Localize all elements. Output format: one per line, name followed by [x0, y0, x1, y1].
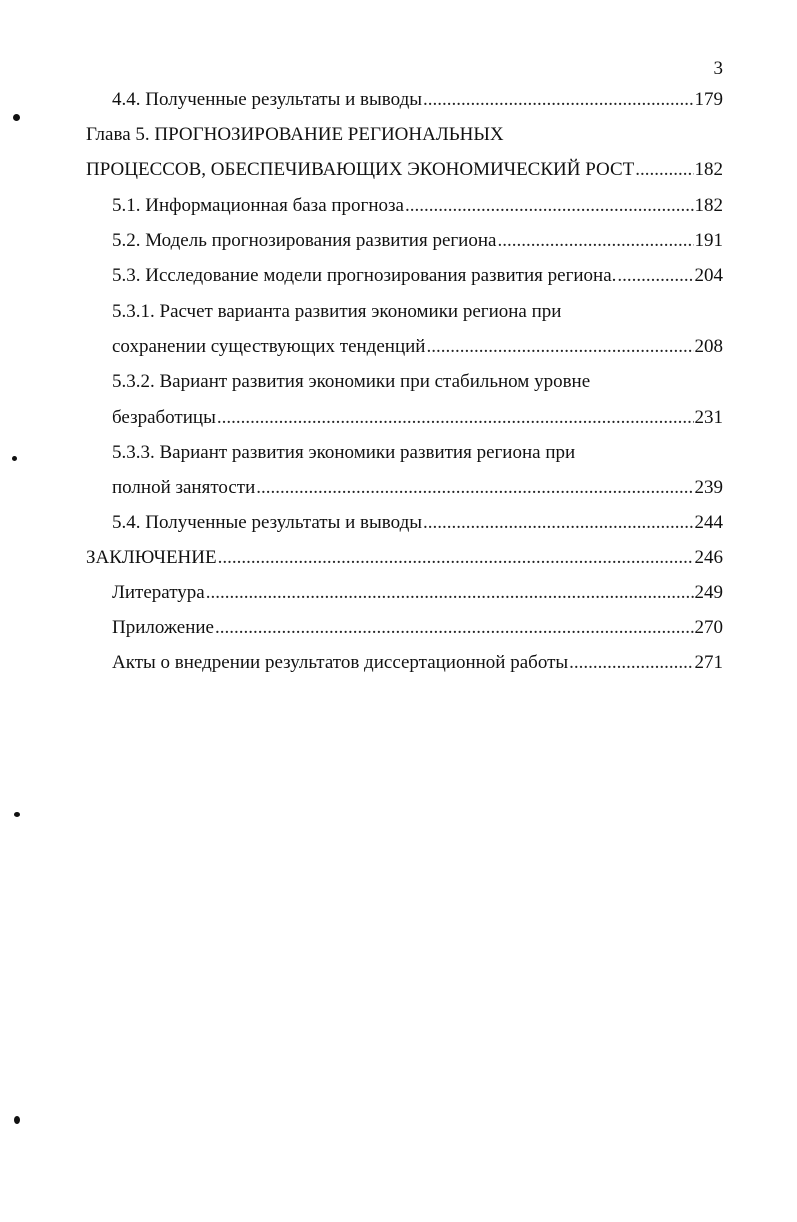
toc-chapter-5-title-line1: Глава 5. ПРОГНОЗИРОВАНИЕ РЕГИОНАЛЬНЫХ — [86, 124, 504, 145]
toc-entry-page: 249 — [694, 582, 723, 603]
toc-entry-4-4 — [112, 88, 723, 112]
toc-chapter-5-title-line2 — [86, 158, 723, 182]
toc-entry-label: ПРОЦЕССОВ, ОБЕСПЕЧИВАЮЩИХ ЭКОНОМИЧЕСКИЙ РОСТ — [86, 159, 635, 180]
toc-entry-label: 5.4. Полученные результаты и выводы — [112, 512, 423, 533]
leader-dots — [426, 335, 693, 359]
toc-entry-label: ЗАКЛЮЧЕНИЕ — [86, 547, 217, 568]
binder-mark — [14, 1116, 20, 1124]
toc-entry-label: полной занятости — [112, 477, 256, 498]
leader-dots — [569, 651, 693, 675]
toc-entry-5-2 — [112, 229, 723, 253]
toc-entry-5-3-3-line2 — [112, 476, 723, 500]
leader-dots — [206, 581, 694, 605]
toc-entry-5-3-3-line1: 5.3.3. Вариант развития экономики развития региона при — [112, 442, 576, 463]
toc-entry-5-4 — [112, 511, 723, 535]
toc-entry-5-3-1-line1: 5.3.1. Расчет варианта развития экономики региона при — [112, 301, 562, 322]
leader-dots — [256, 476, 693, 500]
leader-dots — [423, 88, 693, 112]
toc-entry-page: 191 — [694, 230, 723, 251]
toc-entry-page: 204 — [694, 265, 723, 286]
toc-entry-5-3 — [112, 264, 723, 288]
toc-entry-label: Приложение — [112, 617, 214, 638]
toc-entry-5-3-1-line2 — [112, 335, 723, 359]
leader-dots — [617, 264, 693, 288]
page-number: 3 — [713, 58, 723, 79]
binder-mark — [12, 456, 17, 461]
toc-entry-label: Акты о внедрении результатов диссертационной работы — [112, 652, 569, 673]
toc-entry-page: 182 — [694, 159, 723, 180]
toc-entry-page: 244 — [694, 512, 723, 533]
toc-entry-page: 231 — [694, 407, 723, 428]
toc-entry-label: сохранении существующих тенденций — [112, 336, 426, 357]
toc-entry-5-3-2-line2 — [112, 406, 723, 430]
toc-entry-5-3-2-line1: 5.3.2. Вариант развития экономики при стабильном уровне — [112, 371, 591, 392]
leader-dots — [635, 158, 693, 182]
toc-entry-page: 182 — [694, 195, 723, 216]
toc-entry-page: 270 — [694, 617, 723, 638]
toc-entry-label: Литература — [112, 582, 205, 603]
binder-mark — [13, 114, 20, 121]
leader-dots — [423, 511, 693, 535]
toc-entry-label: 5.1. Информационная база прогноза — [112, 195, 404, 216]
toc-entry-page: 271 — [694, 652, 723, 673]
toc-entry-literature — [112, 581, 723, 605]
toc-entry-label: 4.4. Полученные результаты и выводы — [112, 89, 423, 110]
toc-entry-label: 5.2. Модель прогнозирования развития региона — [112, 230, 497, 251]
toc-entry-conclusion — [86, 546, 723, 570]
leader-dots — [217, 406, 694, 430]
toc-entry-label: 5.3. Исследование модели прогнозирования развития региона. — [112, 265, 617, 286]
leader-dots — [218, 546, 694, 570]
toc-entry-page: 179 — [694, 89, 723, 110]
toc-entry-label: безработицы — [112, 407, 216, 428]
leader-dots — [215, 616, 694, 640]
leader-dots — [497, 229, 693, 253]
leader-dots — [405, 194, 694, 218]
toc-entry-5-1 — [112, 194, 723, 218]
binder-mark — [14, 812, 20, 817]
toc-entry-appendix — [112, 616, 723, 640]
toc-entry-page: 239 — [694, 477, 723, 498]
toc-entry-page: 208 — [694, 336, 723, 357]
toc-entry-page: 246 — [694, 547, 723, 568]
toc-entry-acts — [112, 651, 723, 675]
